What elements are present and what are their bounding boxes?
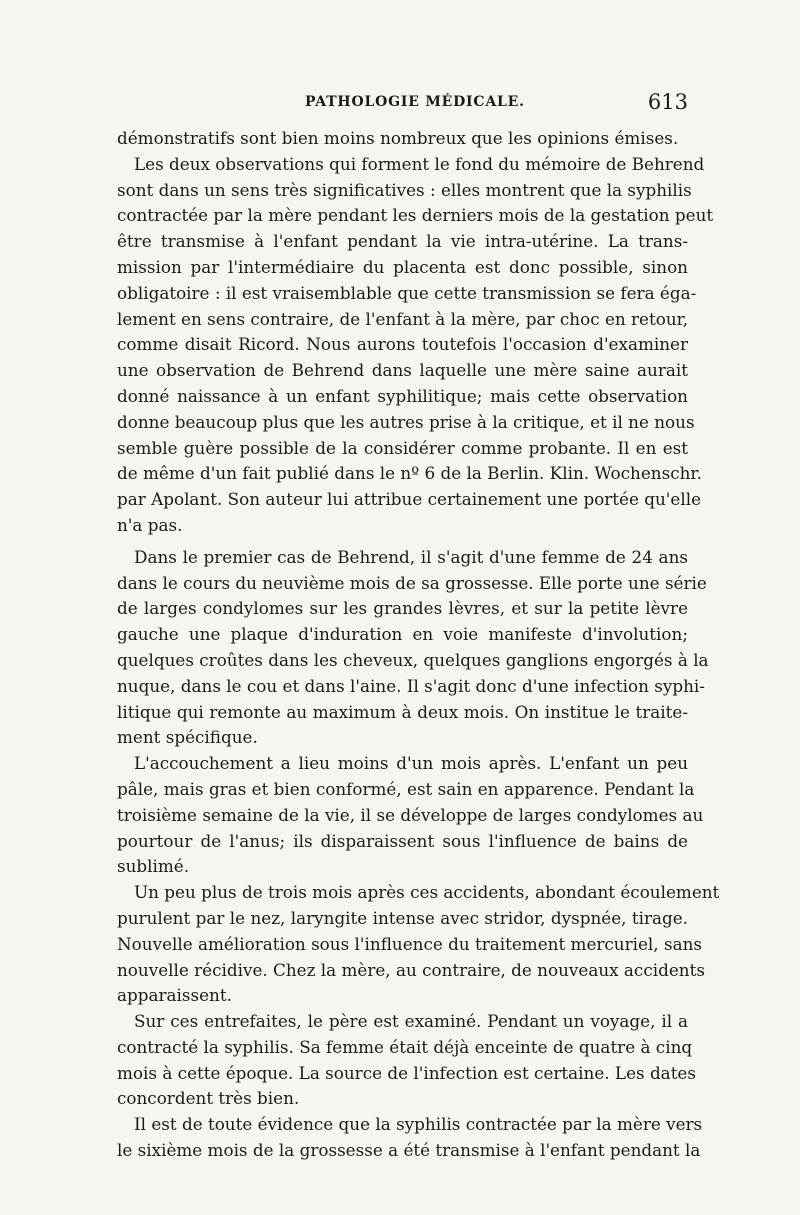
paragraph (117, 751, 704, 880)
text-line: donné naissance à un enfant syphilitique; mais cette observation (117, 385, 688, 406)
text-line: Sur ces entrefaites, le père est examiné. Pendant un voyage, il a (134, 1011, 688, 1032)
text-line: pourtour de l'anus; ils disparaissent sous l'influence de bains de (117, 830, 688, 851)
paragraph (117, 545, 709, 751)
text-line: troisième semaine de la vie, il se développe de larges condylomes au (117, 804, 704, 825)
text-line: mois à cette époque. La source de l'infection est certaine. Les dates (117, 1062, 696, 1083)
text-line: Nouvelle amélioration sous l'influence du traitement mercuriel, sans (117, 933, 702, 954)
text-line: nouvelle récidive. Chez la mère, au contraire, de nouveaux accidents (117, 959, 705, 980)
page-number: 613 (647, 90, 688, 114)
text-line: nuque, dans le cou et dans l'aine. Il s'agit donc d'une infection syphi- (117, 675, 705, 696)
text-line: purulent par le nez, laryngite intense avec stridor, dyspnée, tirage. (117, 907, 688, 928)
text-line: de larges condylomes sur les grandes lèvres, et sur la petite lèvre (117, 598, 688, 619)
paragraph (117, 1009, 696, 1112)
text-line: par Apolant. Son auteur lui attribue certainement une portée qu'elle (117, 489, 702, 510)
text-line: pâle, mais gras et bien conformé, est sain en apparence. Pendant la (117, 778, 695, 799)
text-line: n'a pas. (117, 514, 183, 535)
text-line: dans le cours du neuvième mois de sa grossesse. Elle porte une série (117, 572, 707, 593)
text-line: obligatoire : il est vraisemblable que cette transmission se fera éga- (117, 282, 697, 303)
text-line: de même d'un fait publié dans le nº 6 de la Berlin. Klin. Wochenschr. (117, 463, 702, 484)
text-line: le sixième mois de la grossesse a été transmise à l'enfant pendant la (117, 1140, 701, 1161)
page-header (117, 92, 688, 122)
text-line: être transmise à l'enfant pendant la vie intra-utérine. La trans- (117, 231, 688, 252)
text-line: semble guère possible de la considérer comme probante. Il en est (117, 437, 688, 458)
paragraph (117, 126, 688, 152)
text-line: apparaissent. (117, 985, 232, 1006)
paragraph (117, 152, 714, 539)
text-line: une observation de Behrend dans laquelle une mère saine aurait (117, 360, 688, 381)
text-line: litique qui remonte au maximum à deux mois. On institue le traite- (117, 701, 688, 722)
paragraph (117, 880, 720, 1009)
text-line: quelques croûtes dans les cheveux, quelques ganglions engorgés à la (117, 649, 709, 670)
body-text (117, 126, 720, 1164)
text-line: ment spécifique. (117, 727, 258, 748)
text-line: comme disait Ricord. Nous aurons toutefois l'occasion d'examiner (117, 334, 688, 355)
text-line: donne beaucoup plus que les autres prise à la critique, et il ne nous (117, 411, 695, 432)
text-line: contractée par la mère pendant les derniers mois de la gestation peut (117, 205, 714, 226)
text-line: Dans le premier cas de Behrend, il s'agit d'une femme de 24 ans (134, 546, 688, 567)
text-line: gauche une plaque d'induration en voie manifeste d'involution; (117, 624, 688, 645)
text-line: L'accouchement a lieu moins d'un mois après. L'enfant un peu (134, 753, 688, 774)
paragraph (117, 1112, 703, 1164)
text-line: contracté la syphilis. Sa femme était déjà enceinte de quatre à cinq (117, 1036, 693, 1057)
text-line: concordent très bien. (117, 1088, 300, 1109)
text-line: sublimé. (117, 856, 190, 877)
text-line: Les deux observations qui forment le fond du mémoire de Behrend (134, 153, 705, 174)
text-line: sont dans un sens très significatives : elles montrent que la syphilis (117, 179, 692, 200)
text-line: mission par l'intermédiaire du placenta est donc possible, sinon (117, 256, 688, 277)
text-line: Un peu plus de trois mois après ces accidents, abondant écoulement (134, 882, 720, 903)
text-line: lement en sens contraire, de l'enfant à la mère, par choc en retour, (117, 308, 689, 329)
running-title: PATHOLOGIE MÉDICALE. (305, 94, 525, 110)
text-line: démonstratifs sont bien moins nombreux que les opinions émises. (117, 128, 679, 148)
text-line: Il est de toute évidence que la syphilis contractée par la mère vers (134, 1114, 703, 1135)
